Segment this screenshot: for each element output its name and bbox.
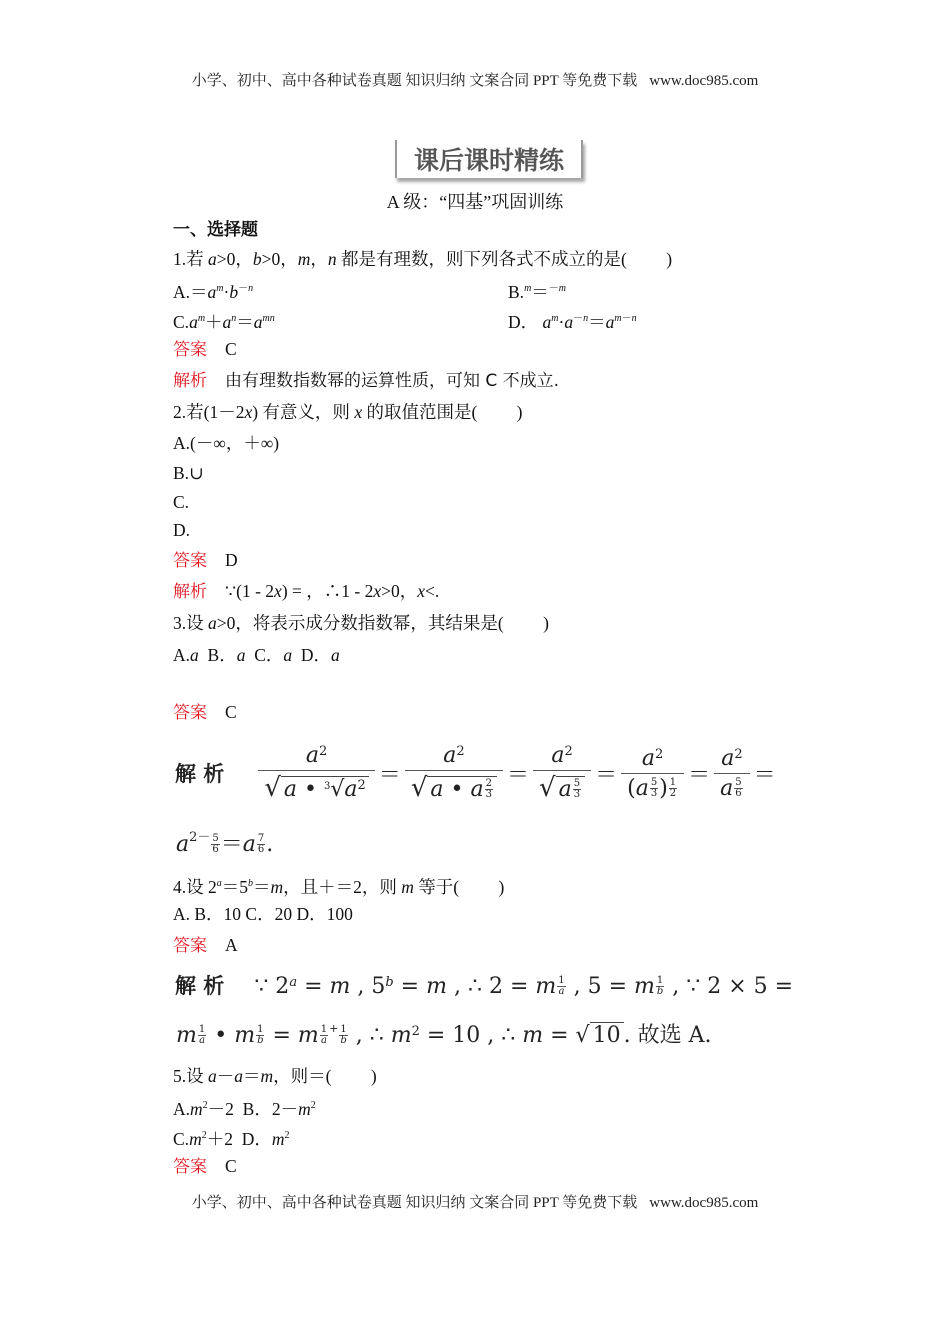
question-3-answer (173, 701, 237, 724)
page-title-box (395, 140, 583, 178)
answer-value: D (225, 550, 238, 570)
question-3-options: A.a B．a C．a D．a (173, 645, 340, 665)
question-4-stem: 4.设 $2^a=5^b=m$，且＋＝2，则 m 等于( ) (173, 877, 505, 897)
question-4-analysis-line-2: m $\frac{1}{a}$ • m $\frac{1}{b}$ = m $\frac{1}{a}$ + $\frac{1}{b}$ , ∴ $m^2 = 10$ , ∴ m = √ 10 . 故选 A. (176, 1022, 712, 1048)
question-5-answer (173, 1155, 237, 1178)
question-5-options-line-1: $A.m^2-2$ B．$2-m^2$ (173, 1099, 316, 1119)
answer-label: 答案 (173, 1157, 207, 1177)
question-4-options: A. B．10 C．20 D．100 (173, 904, 353, 924)
footer-banner-url[interactable]: www.doc985.com (649, 1195, 759, 1211)
header-banner-text: 小学、初中、高中各种试卷真题 知识归纳 文案合同 PPT 等免费下载 (191, 73, 638, 89)
analysis-label: 解 析 (175, 974, 225, 998)
analysis-label: 解 析 (175, 762, 225, 786)
header-banner (0, 69, 950, 90)
question-2-stem: 2.若(1－2x) 有意义，则 x 的取值范围是( ) (173, 402, 523, 422)
fraction-4: $a^2$ (a $\frac{5}{3}$ ) $\frac{1}{2}$ (621, 746, 684, 801)
question-1-option-d: D． $a^m\cdot a^{-n}=a^{m-n}$ (508, 312, 637, 332)
fraction-2: $a^2$ √ a • a $\frac{2}{3}$ (405, 743, 503, 803)
question-2-option-c: C. (173, 492, 190, 512)
question-2-answer (173, 549, 238, 572)
fraction-3: $a^2$ √ a $\frac{5}{3}$ (533, 743, 591, 803)
page-subtitle: A 级：“四基”巩固训练 (386, 192, 564, 212)
question-3-analysis: 解 析 $\frac{a^2}{√ a • ^3√a^2}$ ＝ $a^2$ √ a • a $\frac{2}{3}$ ＝ $a^2$ √ a $\frac{5}{3}$ ＝ $a^2$ (a $\frac{5}{3}$ ) $\frac{1}{2}$ ＝ $a^2$ a $\frac{5}{6}$ ＝ (175, 743, 776, 803)
footer-banner (0, 1191, 950, 1212)
page-title: 课后课时精练 (413, 146, 564, 175)
question-2-option-b: B.∪ (173, 463, 204, 483)
answer-value: A (225, 935, 238, 955)
question-1-analysis (173, 369, 559, 392)
question-1-option-a: $A.=a^m\cdot b^{-n}$ (173, 282, 254, 302)
question-1-answer (173, 338, 237, 361)
question-5-options-line-2: $C.m^2+2$ D．$m^2$ (173, 1129, 290, 1149)
fraction-5: $a^2$ a $\frac{5}{6}$ (714, 746, 750, 801)
question-2-option-a: A.(－∞，＋∞) (173, 433, 280, 453)
answer-value: C (225, 339, 237, 359)
fraction-1: $\frac{a^2}{√ a • ^3√a^2}$ (258, 743, 374, 803)
section-heading: 一、选择题 (173, 220, 258, 240)
question-2-option-d: D. (173, 520, 191, 540)
answer-value: C (225, 1156, 237, 1176)
question-5-stem: 5.设 a－a＝m，则＝( ) (173, 1066, 377, 1086)
analysis-label: 解析 (173, 582, 207, 602)
answer-label: 答案 (173, 703, 207, 723)
analysis-label: 解析 (173, 371, 207, 391)
question-1-option-b: B.$^m$＝$^{-m}$ (508, 282, 567, 302)
answer-label: 答案 (173, 551, 207, 571)
question-4-analysis-line-1: 解 析 ∵ $2^a = m$ , $5^b = m$ , ∴ 2 = m $\frac{1}{a}$ , 5 = m $\frac{1}{b}$ , ∵ 2 × 5 = (175, 974, 794, 999)
question-1-option-c: $C.a^m+a^n=a^{mn}$ (173, 312, 275, 332)
question-3-analysis-result: $a^{2-}$ $\frac{5}{6}$ ＝a $\frac{7}{6}$ . (176, 830, 274, 857)
question-4-answer (173, 934, 238, 957)
answer-label: 答案 (173, 936, 207, 956)
answer-value: C (225, 702, 237, 722)
question-1-stem: 1.若 a>0，b>0，m，n 都是有理数，则下列各式不成立的是( ) (173, 249, 673, 269)
question-3-stem: 3.设 a>0，将表示成分数指数幂，其结果是( ) (173, 613, 549, 633)
analysis-text: 由有理数指数幂的运算性质，可知 C 不成立. (225, 371, 560, 391)
question-2-analysis: 解析 ∵(1 - 2x) = ，∴1 - 2x>0，x<. (173, 581, 440, 602)
header-banner-url[interactable]: www.doc985.com (649, 73, 759, 89)
footer-banner-text: 小学、初中、高中各种试卷真题 知识归纳 文案合同 PPT 等免费下载 (191, 1195, 638, 1211)
answer-label: 答案 (173, 340, 207, 360)
